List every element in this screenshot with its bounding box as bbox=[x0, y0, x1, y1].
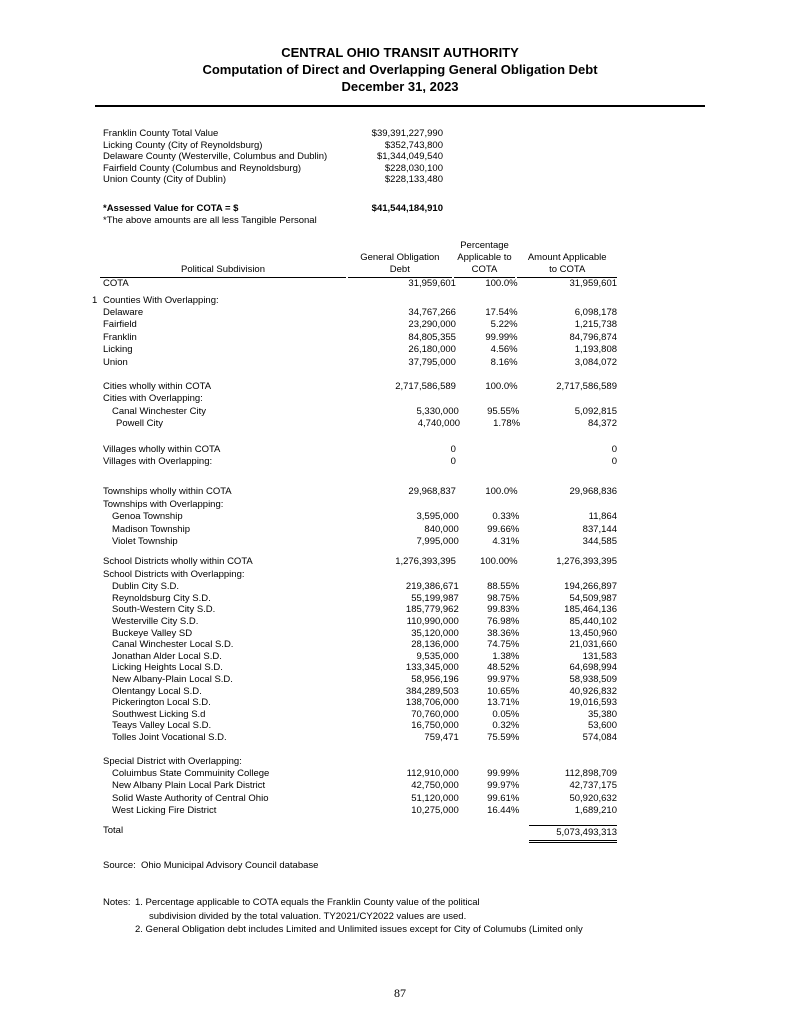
row-label: Reynoldsburg City S.D. bbox=[112, 592, 211, 604]
row-percentage-value: 100.0% bbox=[485, 381, 518, 392]
row-label: Cities wholly within COTA bbox=[103, 381, 212, 392]
row-amount-value: 1,215,738 bbox=[574, 319, 618, 331]
row-amount-value: 29,968,836 bbox=[569, 486, 618, 498]
row-label: Townships wholly within COTA bbox=[103, 486, 232, 498]
table-row bbox=[100, 756, 617, 768]
row-debt-value bbox=[351, 295, 456, 307]
row-percentage-value: 17.54% bbox=[485, 306, 518, 318]
table-row bbox=[100, 418, 617, 430]
row-amount-value: 35,380 bbox=[587, 708, 617, 720]
valuation-row bbox=[103, 128, 443, 140]
valuation-row-value: $228,030,100 bbox=[384, 162, 443, 174]
row-label: Special District with Overlapping: bbox=[103, 755, 242, 767]
row-percentage-value: 5.22% bbox=[490, 319, 518, 331]
table-row bbox=[100, 793, 617, 805]
table-row bbox=[100, 639, 617, 651]
row-debt-value: 5,330,000 bbox=[416, 405, 459, 417]
notes-lines bbox=[135, 896, 583, 937]
row-percentage-value: 4.56% bbox=[490, 344, 518, 356]
table-row bbox=[100, 556, 617, 568]
table-row bbox=[100, 628, 617, 640]
table-spacer-row bbox=[100, 431, 617, 444]
row-percentage-value: 99.61% bbox=[487, 792, 520, 804]
valuation-row-value: $352,743,800 bbox=[384, 139, 443, 151]
total-amount-cell bbox=[518, 825, 617, 843]
row-label: Union bbox=[103, 356, 128, 368]
table-row bbox=[100, 593, 617, 605]
row-amount-value bbox=[518, 295, 617, 307]
row-label: Fairfield bbox=[103, 319, 137, 331]
row-amount-value: 112,898,709 bbox=[564, 768, 617, 779]
row-debt-value: 3,595,000 bbox=[416, 511, 459, 523]
row-debt-value: 0 bbox=[450, 456, 456, 468]
notes-label: Notes: bbox=[103, 897, 131, 909]
column-header-general-obligation-debt bbox=[348, 252, 452, 278]
row-percentage-value bbox=[456, 295, 518, 307]
row-amount-value: 837,144 bbox=[582, 523, 617, 535]
row-amount-value: 1,193,808 bbox=[574, 344, 618, 356]
table-row bbox=[92, 294, 617, 307]
row-amount-value: 5,092,815 bbox=[574, 405, 617, 417]
row-amount-value: 42,737,175 bbox=[569, 780, 617, 792]
row-amount-value: 1,689,210 bbox=[574, 805, 617, 817]
row-label: South-Western City S.D. bbox=[112, 604, 216, 616]
row-percentage-value: 99.97% bbox=[487, 674, 520, 686]
source-label: Source: bbox=[103, 860, 136, 872]
report-date: December 31, 2023 bbox=[341, 79, 459, 94]
row-debt-value: 219,386,671 bbox=[405, 581, 459, 593]
table-row bbox=[100, 732, 617, 744]
notes-block bbox=[103, 896, 800, 937]
valuation-row-label: Licking County (City of Reynoldsburg) bbox=[103, 139, 263, 151]
table-row bbox=[100, 569, 617, 581]
report-subtitle: Computation of Direct and Overlapping General Obligation Debt bbox=[202, 62, 598, 77]
row-percentage-value: 0.32% bbox=[492, 720, 520, 732]
table-row bbox=[100, 393, 617, 405]
row-label: COTA bbox=[103, 278, 129, 290]
row-label: Violet Township bbox=[112, 536, 178, 548]
row-percentage-value: 100.0% bbox=[485, 278, 518, 290]
row-debt-value: 31,959,601 bbox=[408, 278, 456, 290]
assessed-value-amount: $41,544,184,910 bbox=[371, 202, 443, 214]
table-row bbox=[100, 686, 617, 698]
report-title: CENTRAL OHIO TRANSIT AUTHORITY bbox=[281, 45, 519, 60]
row-debt-value: 55,199,987 bbox=[411, 592, 459, 604]
table-row bbox=[100, 307, 617, 319]
row-label: Southwest Licking S.d bbox=[112, 708, 206, 720]
row-debt-value bbox=[351, 499, 456, 511]
header-debt-line2: Debt bbox=[389, 264, 410, 276]
row-label: Villages with Overlapping: bbox=[103, 456, 213, 468]
row-footnote-marker: 1 bbox=[92, 294, 98, 306]
page-number: 87 bbox=[394, 986, 406, 1000]
row-percentage-value: 0.05% bbox=[492, 708, 520, 720]
row-amount-value: 84,372 bbox=[587, 418, 617, 430]
note-line: 2. General Obligation debt includes Limited and Unlimited issues except for City of Columubs (Limited only bbox=[135, 924, 583, 936]
row-percentage-value: 16.44% bbox=[487, 805, 520, 817]
row-label: Delaware bbox=[103, 306, 144, 318]
row-percentage-value bbox=[456, 444, 518, 456]
table-row bbox=[100, 768, 617, 780]
row-debt-value: 2,717,586,589 bbox=[395, 381, 456, 392]
table-row bbox=[100, 604, 617, 616]
row-debt-value: 4,740,000 bbox=[417, 418, 461, 430]
valuation-row-value: $39,391,227,990 bbox=[371, 128, 443, 139]
row-debt-value bbox=[351, 756, 456, 768]
row-amount-value: 344,585 bbox=[582, 536, 617, 548]
row-debt-value: 58,956,196 bbox=[411, 674, 459, 686]
row-label: Canal Winchester City bbox=[112, 405, 206, 417]
row-label: 1 Counties With Overlapping: bbox=[92, 294, 219, 306]
table-row bbox=[100, 499, 617, 511]
row-label: New Albany Plain Local Park District bbox=[112, 780, 266, 792]
table-row bbox=[100, 780, 617, 792]
valuation-row bbox=[103, 163, 443, 175]
row-debt-value: 42,750,000 bbox=[411, 780, 459, 792]
row-label: Jonathan Alder Local S.D. bbox=[112, 650, 222, 662]
source-text: Ohio Municipal Advisory Council database bbox=[141, 860, 319, 872]
row-amount-value: 21,031,660 bbox=[569, 639, 617, 651]
table-row bbox=[100, 581, 617, 593]
valuation-row-label: Franklin County Total Value bbox=[103, 128, 219, 139]
table-row bbox=[100, 720, 617, 732]
row-label: Buckeye Valley SD bbox=[112, 627, 193, 639]
header-divider-line bbox=[95, 105, 705, 107]
row-percentage-value: 99.99% bbox=[487, 768, 520, 779]
header-pct-line3: COTA bbox=[471, 264, 498, 276]
header-pct-line2: Applicable to bbox=[457, 252, 512, 264]
row-amount-value: 185,464,136 bbox=[564, 604, 617, 616]
row-debt-value: 7,995,000 bbox=[416, 536, 459, 548]
row-percentage-value: 10.65% bbox=[487, 685, 520, 697]
row-amount-value: 194,266,897 bbox=[564, 581, 617, 593]
row-amount-value: 0 bbox=[611, 443, 618, 455]
row-label: Tolles Joint Vocational S.D. bbox=[112, 732, 227, 743]
row-label: West Licking Fire District bbox=[112, 805, 217, 817]
row-debt-value: 37,795,000 bbox=[408, 356, 456, 368]
row-amount-value bbox=[518, 393, 617, 405]
header-pct-line1: Percentage bbox=[460, 240, 509, 252]
row-debt-value: 10,275,000 bbox=[411, 805, 459, 817]
row-debt-value: 185,779,962 bbox=[405, 604, 459, 616]
column-header-political-subdivision bbox=[100, 264, 346, 278]
row-amount-value: 58,938,509 bbox=[569, 674, 617, 686]
header-amount-line2: to COTA bbox=[549, 264, 586, 276]
row-percentage-value bbox=[456, 499, 518, 511]
table-row bbox=[100, 278, 617, 290]
debt-table-body bbox=[92, 278, 618, 817]
row-amount-value: 131,583 bbox=[582, 650, 617, 662]
table-row bbox=[100, 616, 617, 628]
row-percentage-value bbox=[456, 456, 518, 468]
row-label: Teays Valley Local S.D. bbox=[112, 720, 212, 732]
assessed-value-label: *Assessed Value for COTA = $ bbox=[103, 202, 239, 214]
row-amount-value: 19,016,593 bbox=[569, 697, 617, 709]
total-spacer bbox=[351, 825, 518, 843]
valuation-row-value: $228,133,480 bbox=[384, 174, 443, 186]
note-line: subdivision divided by the total valuation. TY2021/CY2022 values are used. bbox=[149, 910, 467, 922]
row-debt-value: 28,136,000 bbox=[411, 639, 459, 651]
table-row bbox=[100, 709, 617, 721]
row-amount-value: 85,440,102 bbox=[569, 616, 617, 628]
row-amount-value: 64,698,994 bbox=[569, 662, 617, 674]
table-row bbox=[100, 651, 617, 663]
row-amount-value bbox=[518, 756, 617, 768]
row-percentage-value: 48.52% bbox=[487, 662, 520, 674]
row-percentage-value: 99.97% bbox=[487, 780, 520, 792]
row-debt-value: 110,990,000 bbox=[406, 616, 459, 628]
row-debt-value: 133,345,000 bbox=[405, 662, 459, 674]
row-label: Franklin bbox=[103, 331, 137, 343]
column-header-percentage-applicable bbox=[454, 240, 516, 278]
row-amount-value bbox=[518, 499, 617, 511]
table-spacer-row bbox=[100, 468, 617, 486]
table-row bbox=[100, 536, 617, 548]
total-label: Total bbox=[103, 824, 124, 836]
row-percentage-value: 4.31% bbox=[492, 536, 520, 548]
row-debt-value: 0 bbox=[450, 443, 456, 455]
row-amount-value: 574,084 bbox=[582, 732, 617, 743]
assessed-value-row bbox=[103, 203, 443, 215]
row-debt-value: 70,760,000 bbox=[411, 708, 459, 720]
valuation-row bbox=[103, 174, 443, 186]
county-valuation-list bbox=[103, 128, 443, 226]
table-spacer-row bbox=[100, 548, 617, 556]
row-percentage-value: 76.98% bbox=[487, 616, 520, 628]
row-percentage-value: 99.83% bbox=[487, 604, 520, 616]
row-label: Cities with Overlapping: bbox=[103, 393, 203, 405]
valuation-footnote: *The above amounts are all less Tangible Personal bbox=[103, 214, 317, 226]
row-debt-value: 384,289,503 bbox=[405, 685, 459, 697]
table-row bbox=[100, 444, 617, 456]
table-row bbox=[100, 662, 617, 674]
row-amount-value: 13,450,960 bbox=[569, 627, 617, 639]
row-percentage-value: 1.38% bbox=[492, 650, 520, 662]
row-debt-value: 26,180,000 bbox=[408, 344, 456, 356]
header-political-subdivision-text: Political Subdivision bbox=[181, 264, 265, 276]
row-amount-value: 84,796,874 bbox=[569, 331, 618, 343]
row-debt-value: 84,805,355 bbox=[408, 331, 456, 343]
note-line: 1. Percentage applicable to COTA equals the Franklin County value of the political bbox=[135, 897, 480, 909]
valuation-row bbox=[103, 140, 443, 152]
row-percentage-value: 100.0% bbox=[485, 486, 518, 498]
table-row bbox=[100, 456, 617, 468]
row-debt-value bbox=[351, 393, 456, 405]
row-percentage-value: 99.99% bbox=[485, 331, 518, 343]
debt-table-header bbox=[100, 240, 617, 278]
row-label: Townships with Overlapping: bbox=[103, 498, 224, 510]
row-percentage-value: 98.75% bbox=[487, 592, 520, 604]
valuation-row-label: Fairfield County (Columbus and Reynoldsburg) bbox=[103, 162, 302, 174]
valuation-rows bbox=[103, 128, 443, 186]
table-row bbox=[100, 381, 617, 393]
total-row bbox=[100, 825, 617, 843]
row-label: Westerville City S.D. bbox=[112, 616, 199, 628]
row-percentage-value: 1.78% bbox=[493, 418, 521, 430]
table-row bbox=[100, 674, 617, 686]
row-percentage-value: 74.75% bbox=[487, 639, 520, 651]
header-debt-line1: General Obligation bbox=[360, 252, 440, 264]
row-amount-value: 54,509,987 bbox=[569, 592, 617, 604]
row-debt-value: 23,290,000 bbox=[408, 319, 456, 331]
row-percentage-value: 38.36% bbox=[487, 627, 520, 639]
row-amount-value: 3,084,072 bbox=[574, 356, 618, 368]
row-label: Coluimbus State Commuinity College bbox=[112, 768, 270, 779]
row-debt-value: 138,706,000 bbox=[405, 697, 459, 709]
row-label: Pickerington Local S.D. bbox=[112, 697, 211, 709]
row-percentage-value bbox=[456, 569, 518, 581]
table-row bbox=[100, 524, 617, 536]
row-label: Licking bbox=[103, 344, 133, 356]
row-debt-value: 112,910,000 bbox=[406, 768, 459, 779]
row-amount-value: 50,920,632 bbox=[569, 792, 617, 804]
row-percentage-value: 95.55% bbox=[487, 405, 520, 417]
row-label: New Albany-Plain Local S.D. bbox=[112, 674, 233, 686]
header-amount-line1: Amount Applicable bbox=[527, 252, 607, 264]
row-amount-value: 6,098,178 bbox=[574, 306, 618, 318]
valuation-row-label: Union County (City of Dublin) bbox=[103, 174, 227, 186]
row-amount-value: 53,600 bbox=[587, 720, 617, 732]
table-row bbox=[100, 805, 617, 817]
row-amount-value: 31,959,601 bbox=[569, 278, 618, 290]
row-debt-value: 840,000 bbox=[424, 523, 459, 535]
table-row bbox=[100, 486, 617, 498]
row-percentage-value: 8.16% bbox=[490, 356, 518, 368]
column-header-amount-applicable bbox=[517, 252, 617, 278]
table-row bbox=[100, 697, 617, 709]
row-label: Canal Winchester Local S.D. bbox=[112, 639, 234, 651]
table-row bbox=[100, 319, 617, 331]
valuation-row-value: $1,344,049,540 bbox=[376, 151, 443, 163]
row-amount-value bbox=[518, 569, 617, 581]
table-spacer-row bbox=[100, 744, 617, 756]
row-amount-value: 0 bbox=[611, 456, 618, 468]
row-debt-value: 759,471 bbox=[424, 732, 459, 743]
row-percentage-value bbox=[456, 393, 518, 405]
row-amount-value: 40,926,832 bbox=[569, 685, 617, 697]
row-debt-value bbox=[351, 569, 456, 581]
table-spacer-row bbox=[100, 369, 617, 381]
row-amount-value: 1,276,393,395 bbox=[556, 556, 618, 568]
row-label: Olentangy Local S.D. bbox=[112, 685, 202, 697]
row-debt-value: 51,120,000 bbox=[411, 792, 459, 804]
source-line bbox=[103, 860, 800, 872]
row-label: Madison Township bbox=[112, 523, 190, 535]
row-percentage-value bbox=[456, 756, 518, 768]
row-label: Solid Waste Authority of Central Ohio bbox=[112, 792, 269, 804]
row-percentage-value: 99.66% bbox=[487, 523, 520, 535]
row-label: Licking Heights Local S.D. bbox=[112, 662, 223, 674]
row-debt-value: 1,276,393,395 bbox=[395, 556, 456, 568]
valuation-row-label: Delaware County (Westerville, Columbus and Dublin) bbox=[103, 151, 328, 163]
row-label: School Districts wholly within COTA bbox=[103, 556, 253, 568]
total-amount: 5,073,493,313 bbox=[529, 825, 617, 843]
row-percentage-value: 88.55% bbox=[487, 581, 520, 593]
row-debt-value: 16,750,000 bbox=[411, 720, 459, 732]
row-label: Villages wholly within COTA bbox=[103, 443, 221, 455]
table-row bbox=[100, 332, 617, 344]
table-row bbox=[100, 406, 617, 418]
table-row bbox=[100, 511, 617, 523]
table-row bbox=[100, 344, 617, 356]
row-label: Dublin City S.D. bbox=[112, 581, 180, 593]
row-percentage-value: 100.00% bbox=[480, 556, 518, 568]
valuation-row bbox=[103, 151, 443, 163]
row-debt-value: 9,535,000 bbox=[416, 650, 459, 662]
row-label: Genoa Township bbox=[112, 511, 183, 523]
row-debt-value: 34,767,266 bbox=[408, 306, 456, 318]
debt-table bbox=[92, 240, 618, 843]
table-row bbox=[100, 357, 617, 369]
row-debt-value: 35,120,000 bbox=[411, 627, 459, 639]
row-percentage-value: 13.71% bbox=[487, 697, 520, 709]
row-amount-value: 2,717,586,589 bbox=[556, 381, 618, 392]
row-debt-value: 29,968,837 bbox=[408, 486, 456, 498]
row-label: School Districts with Overlapping: bbox=[103, 568, 245, 580]
row-percentage-value: 75.59% bbox=[487, 732, 520, 743]
row-amount-value: 11,864 bbox=[588, 511, 617, 523]
row-label: Powell City bbox=[116, 418, 163, 430]
document-title-block bbox=[0, 0, 800, 95]
row-percentage-value: 0.33% bbox=[492, 511, 520, 523]
